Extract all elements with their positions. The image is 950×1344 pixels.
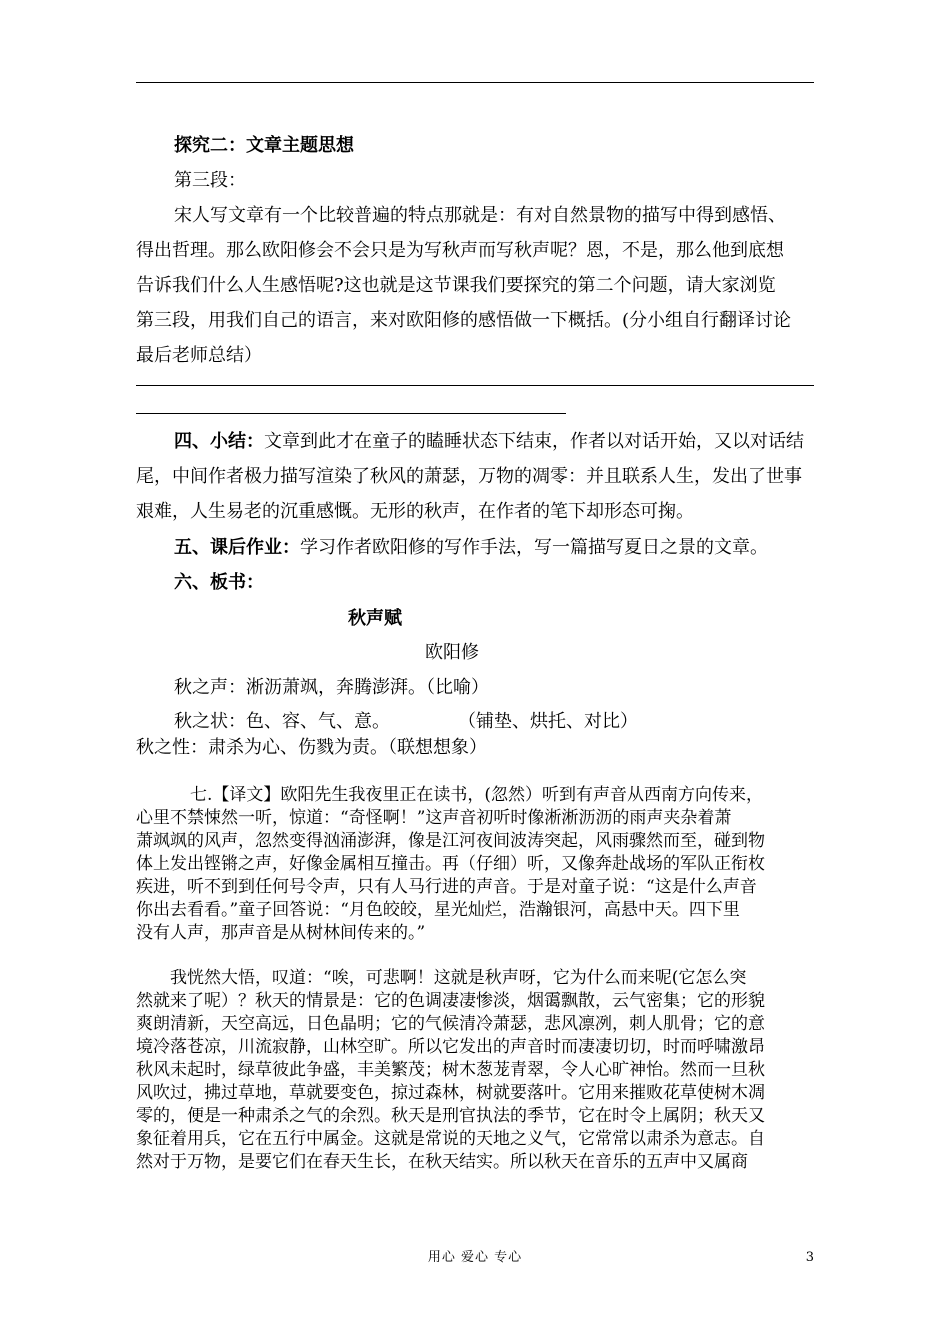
translation-line (190, 784, 814, 806)
translation-line: 我恍然大悟，叹道：“唉，可悲啊！这就是秋声呀，它为什么而来呢(它怎么突 (170, 968, 747, 988)
board-title: 秋声赋 (348, 608, 402, 629)
translation-line: 零的，便是一种肃杀之气的余烈。秋天是刑官执法的季节，它在时令上属阴；秋天又 (136, 1106, 765, 1126)
board-line: 秋之性：肃杀为心、伤戮为责。（联想想象） (136, 737, 487, 758)
translation-line: 然就来了呢）？秋天的情景是：它的色调凄凄惨淡，烟霭飘散，云气密集；它的形貌 (136, 991, 765, 1011)
section-heading: 探究二：文章主题思想 (174, 135, 354, 156)
board-line: 秋之声：淅沥萧飒，奔腾澎湃。（比喻） (174, 677, 489, 698)
translation-label: 七.【译文】 (190, 785, 281, 805)
answer-line (136, 413, 566, 414)
paragraph-line: 告诉我们什么人生感悟呢?这也就是这节课我们要探究的第二个问题，请大家浏览 (136, 275, 776, 296)
homework-line (174, 536, 814, 560)
summary-text: 文章到此才在童子的瞌睡状态下结束，作者以对话开始，又以对话结 (264, 431, 804, 452)
translation-line: 然对于万物，是要它们在春天生长，在秋天结实。所以秋天在音乐的五声中又属商 (136, 1152, 748, 1172)
board-line: 秋之状：色、容、气、意。 (174, 711, 390, 732)
board-label: 六、板书： (174, 572, 264, 593)
answer-line (136, 385, 814, 386)
paragraph-line: 宋人写文章有一个比较普遍的特点那就是：有对自然景物的描写中得到感悟、 (174, 205, 786, 226)
header-rule (136, 82, 814, 83)
translation-line: 风吹过，拂过草地，草就要变色，掠过森林，树就要落叶。它用来摧败花草使树木凋 (136, 1083, 765, 1103)
translation-line: 爽朗清新，天空高远，日色晶明；它的气候清冷萧瑟，悲风凛冽，刺人肌骨；它的意 (136, 1014, 765, 1034)
translation-line: 你出去看看。”童子回答说：“月色皎皎，星光灿烂，浩瀚银河，高悬中天。四下里 (136, 900, 740, 920)
translation-line: 秋风未起时，绿草彼此争盛，丰美繁茂；树木葱茏青翠，令人心旷神怡。然而一旦秋 (136, 1060, 765, 1080)
summary-label: 四、小结： (174, 431, 264, 452)
paragraph-line: 得出哲理。那么欧阳修会不会只是为写秋声而写秋声呢？恩，不是，那么他到底想 (136, 240, 784, 261)
translation-line: 象征着用兵，它在五行中属金。这就是常说的天地之义气，它常常以肃杀为意志。自 (136, 1129, 765, 1149)
page-number: 3 (805, 1250, 814, 1265)
translation-line: 疾进，听不到到任何号令声，只有人马行进的声音。于是对童子说：“这是什么声音 (136, 877, 757, 897)
translation-line: 境冷落苍凉，川流寂静，山林空旷。所以它发出的声音时而凄凄切切，时而呼啸激昂 (136, 1037, 765, 1057)
homework-text: 学习作者欧阳修的写作手法，写一篇描写夏日之景的文章。 (300, 537, 768, 558)
summary-line (174, 430, 814, 454)
footer-motto: 用心 爱心 专心 (427, 1250, 523, 1265)
paragraph-line: 第三段，用我们自己的语言，来对欧阳修的感悟做一下概括。(分小组自行翻译讨论 (136, 310, 792, 331)
translation-line: 心里不禁悚然一听，惊道：“奇怪啊！”这声音初听时像淅淅沥沥的雨声夹杂着萧 (136, 808, 732, 828)
translation-line: 萧飒飒的风声，忽然变得汹涌澎湃，像是江河夜间波涛突起，风雨骤然而至，碰到物 (136, 831, 765, 851)
translation-text: 欧阳先生我夜里正在读书，(忽然）听到有声音从西南方向传来， (280, 785, 764, 805)
summary-line: 尾，中间作者极力描写渲染了秋风的萧瑟，万物的凋零：并且联系人生，发出了世事 (136, 466, 802, 487)
paragraph-line: 最后老师总结） (136, 345, 262, 366)
homework-label: 五、课后作业： (174, 537, 300, 558)
board-note: （铺垫、烘托、对比） (458, 711, 638, 732)
translation-line: 体上发出铿锵之声，好像金属相互撞击。再（仔细）听，又像奔赴战场的军队正衔枚 (136, 854, 765, 874)
translation-line: 没有人声，那声音是从树林间传来的。” (136, 923, 426, 943)
paragraph-label: 第三段： (174, 170, 246, 191)
board-author: 欧阳修 (425, 642, 479, 663)
summary-line: 艰难，人生易老的沉重感慨。无形的秋声，在作者的笔下却形态可掬。 (136, 501, 694, 522)
